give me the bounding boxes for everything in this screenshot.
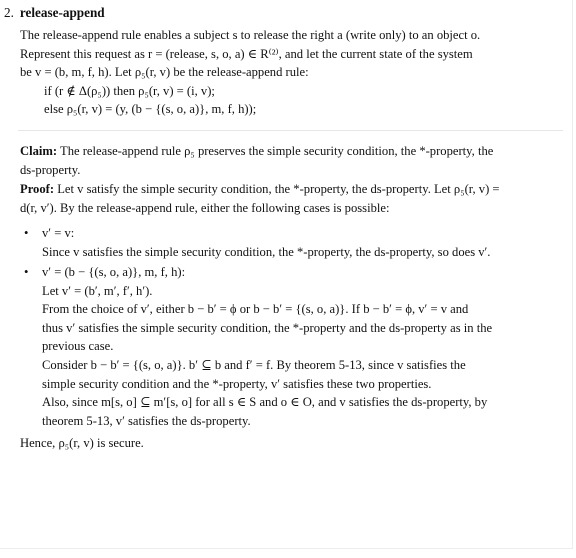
section-heading (4, 4, 105, 23)
proof-case (20, 263, 560, 430)
case-text: simple security condition and the *-property, v′ satisfies these two properties. (42, 376, 432, 391)
conclusion-paragraph (20, 434, 560, 453)
claim-text: The release-append rule ρ₅ preserves the simple security condition, the *-property, the (60, 144, 494, 158)
proof-text: Let v satisfy the simple security condition, the *-property, the ds-property. Let ρ₅(r, v) = (57, 182, 500, 196)
proof-label: Proof: (20, 182, 55, 196)
rule-if-line: if (r ∉ Δ(ρ₅)) then ρ₅(r, v) = (i, v); (44, 83, 215, 98)
case-text: thus v′ satisfies the simple security condition, the *-property and the ds-property as in the (42, 320, 493, 335)
rule-else-line: else ρ₅(r, v) = (y, (b − {(s, o, a)}, m, f, h)); (44, 102, 257, 117)
claim-paragraph (20, 142, 560, 179)
rule-intro-line: Represent this request as r = (release, s, o, a) ∈ R⁽²⁾, and let the current state of the system (20, 46, 473, 61)
case-text: From the choice of v′, either b − b′ = ϕ or b − b′ = {(s, o, a)}. If b − b′ = ϕ, v′ = v and (42, 302, 469, 317)
case-text: Consider b − b′ = {(s, o, a)}. b′ ⊆ b and f′ = f. By theorem 5-13, since v satisfies the (42, 357, 466, 372)
proof-paragraph (20, 180, 560, 217)
claim-text: ds-property. (20, 162, 81, 177)
case-heading: v′ = v: (42, 226, 75, 240)
bullet-point: • (24, 226, 29, 240)
case-text: Let v′ = (b′, m′, f′, h′). (42, 283, 153, 298)
proof-case (20, 224, 560, 261)
case-text: Since v satisfies the simple security condition, the *-property, the ds-property, so does v′. (42, 244, 491, 259)
rule-intro-line: be v = (b, m, f, h). Let ρ₅(r, v) be the release-append rule: (20, 65, 309, 80)
section-number: 2. (4, 5, 14, 20)
claim-label: Claim: (20, 144, 58, 158)
case-text: theorem 5-13, v′ satisfies the ds-property. (42, 413, 251, 428)
case-text: previous case. (42, 339, 114, 354)
case-heading: v′ = (b − {(s, o, a)}, m, f, h): (42, 265, 186, 279)
proof-text: d(r, v′). By the release-append rule, either the following cases is possible: (20, 200, 390, 215)
bullet-point: • (24, 265, 29, 279)
case-text: Also, since m[s, o] ⊆ m′[s, o] for all s ∈ S and o ∈ O, and v satisfies the ds-property, by (42, 395, 488, 410)
rule-intro-line: The release-append rule enables a subject s to release the right a (write only) to an object o. (20, 28, 481, 42)
section-title: release-append (19, 5, 105, 20)
rule-description (20, 26, 560, 119)
section-divider (18, 130, 563, 131)
conclusion-text: Hence, ρ₅(r, v) is secure. (20, 436, 144, 450)
